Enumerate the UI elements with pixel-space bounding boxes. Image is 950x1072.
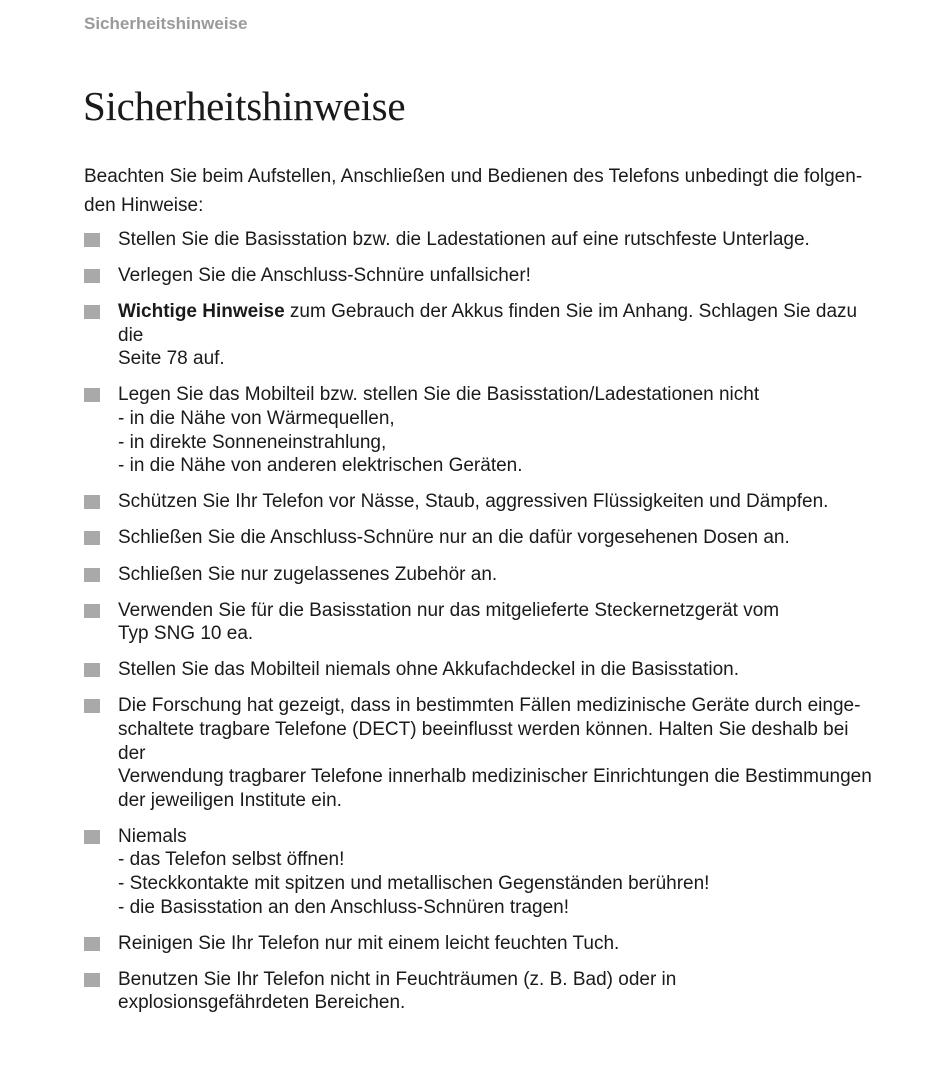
square-bullet-icon [84, 495, 100, 509]
item-line: Stellen Sie die Basisstation bzw. die Ladestationen auf eine rutschfeste Unterlage. [118, 229, 810, 250]
item-line: - in direkte Sonneneinstrahlung, [118, 431, 387, 453]
item-line: Stellen Sie das Mobilteil niemals ohne Akkufachdeckel in die Basisstation. [118, 659, 740, 681]
item-line: Seite 78 auf. [118, 348, 225, 370]
intro-paragraph [84, 162, 874, 220]
item-line: Schließen Sie nur zugelassenes Zubehör an. [118, 563, 498, 585]
item-line [118, 300, 874, 347]
item-line: Typ SNG 10 ea. [118, 623, 254, 645]
safety-item [84, 264, 874, 288]
emphasis-text: Wichtige Hinweise [118, 301, 285, 323]
square-bullet-icon [84, 830, 100, 844]
item-line: - das Telefon selbst öffnen! [118, 849, 345, 871]
safety-item [84, 658, 874, 682]
square-bullet-icon [84, 233, 100, 247]
safety-item [84, 563, 874, 587]
safety-item [84, 228, 874, 252]
page-title: Sicherheitshinweise [83, 83, 406, 129]
item-line: - in die Nähe von Wärmequellen, [118, 408, 395, 430]
item-line: Reinigen Sie Ihr Telefon nur mit einem leicht feuchten Tuch. [118, 932, 620, 954]
square-bullet-icon [84, 937, 100, 951]
item-line: - in die Nähe von anderen elektrischen Geräten. [118, 455, 523, 477]
square-bullet-icon [84, 388, 100, 402]
intro-line: den Hinweise: [84, 195, 204, 216]
item-line: Schützen Sie Ihr Telefon vor Nässe, Staub, aggressiven Flüssigkeiten und Dämpfen. [118, 491, 829, 513]
safety-list [84, 228, 874, 1028]
safety-item [84, 526, 874, 550]
square-bullet-icon [84, 663, 100, 677]
square-bullet-icon [84, 531, 100, 545]
item-line: schaltete tragbare Telefone (DECT) beeinflusst werden können. Halten Sie deshalb bei der [118, 719, 849, 764]
intro-line: Beachten Sie beim Aufstellen, Anschließen und Bedienen des Telefons unbedingt die folgen- [84, 166, 863, 187]
running-header: Sicherheitshinweise [84, 14, 248, 33]
safety-item [84, 383, 874, 477]
safety-item [84, 932, 874, 956]
square-bullet-icon [84, 568, 100, 582]
safety-item [84, 968, 874, 1015]
safety-item [84, 694, 874, 812]
safety-item [84, 300, 874, 371]
square-bullet-icon [84, 604, 100, 618]
item-line: Verlegen Sie die Anschluss-Schnüre unfallsicher! [118, 265, 531, 287]
safety-item [84, 825, 874, 919]
item-line: der jeweiligen Institute ein. [118, 789, 342, 811]
item-line: Niemals [118, 825, 187, 847]
square-bullet-icon [84, 269, 100, 283]
safety-item [84, 490, 874, 514]
item-line: Verwendung tragbarer Telefone innerhalb medizinischer Einrichtungen die Bestimmungen [118, 766, 872, 788]
item-line: Schließen Sie die Anschluss-Schnüre nur an die dafür vorgesehenen Dosen an. [118, 527, 790, 549]
item-line: Verwenden Sie für die Basisstation nur das mitgelieferte Steckernetzgerät vom [118, 599, 780, 621]
item-line: - die Basisstation an den Anschluss-Schnüren tragen! [118, 896, 569, 918]
square-bullet-icon [84, 305, 100, 319]
item-text: zum Gebrauch der Akkus finden Sie im Anhang. Schlagen Sie dazu die [118, 301, 858, 346]
item-line: Benutzen Sie Ihr Telefon nicht in Feuchträumen (z. B. Bad) oder in [118, 968, 677, 990]
item-line: Die Forschung hat gezeigt, dass in bestimmten Fällen medizinische Geräte durch einge- [118, 695, 861, 717]
square-bullet-icon [84, 699, 100, 713]
item-line: explosionsgefährdeten Bereichen. [118, 992, 406, 1014]
item-line: Legen Sie das Mobilteil bzw. stellen Sie die Basisstation/Ladestationen nicht [118, 384, 760, 406]
square-bullet-icon [84, 973, 100, 987]
safety-item [84, 599, 874, 646]
item-line: - Steckkontakte mit spitzen und metallischen Gegenständen berühren! [118, 873, 710, 895]
